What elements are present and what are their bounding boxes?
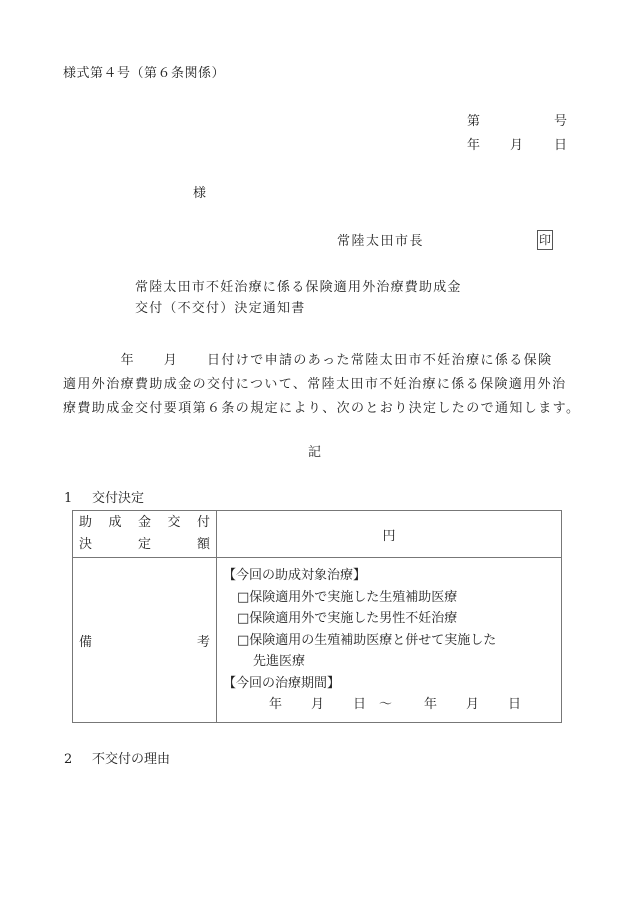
treatment-option-male-infertility[interactable]: □保険適用外で実施した男性不妊治療 [237, 611, 458, 627]
treatment-option-advanced-medical[interactable]: □保険適用の生殖補助医療と併せて実施した [237, 632, 497, 648]
section1-number: 1 [64, 491, 73, 506]
issue-day: 日 [554, 138, 568, 153]
period-end-month: 月 [466, 697, 480, 713]
section2-heading [64, 753, 170, 766]
issue-month: 月 [510, 138, 524, 153]
sender-name: 常陸太田市長 [337, 234, 425, 249]
seal-stamp: 印 [537, 230, 553, 250]
amount-label [73, 511, 217, 558]
treatment-option-art-uninsured[interactable]: □保険適用外で実施した生殖補助医療 [237, 589, 458, 605]
note-content [217, 558, 562, 723]
note-row [73, 558, 562, 723]
label-char: 定 [137, 537, 151, 552]
number-suffix: 号 [554, 114, 568, 129]
amount-value-cell [217, 511, 562, 558]
period-start-year: 年 [269, 697, 283, 713]
period-heading: 【今回の治療期間】 [223, 675, 341, 691]
amount-row [73, 511, 562, 558]
label-char: 備 [79, 634, 93, 650]
section1-title: 交付決定 [92, 491, 145, 506]
section2-title: 不交付の理由 [92, 752, 171, 767]
notice-body-line1: 年 月 日付けで申請のあった常陸太田市不妊治療に係る保険 [63, 353, 553, 368]
period-tilde: ～ [379, 697, 393, 713]
addressee-honorific: 様 [193, 186, 207, 201]
yen-unit: 円 [382, 528, 396, 544]
treatment-option-advanced-medical-cont: 先進医療 [253, 654, 306, 670]
issue-year: 年 [467, 138, 481, 153]
label-char: 成 [108, 515, 122, 530]
treatment-heading: 【今回の助成対象治療】 [223, 568, 367, 584]
grant-decision-table [72, 510, 562, 723]
label-char: 助 [79, 515, 93, 530]
document-title-line2: 交付（不交付）決定通知書 [135, 301, 306, 316]
form-number: 様式第４号（第６条関係） [63, 66, 226, 81]
label-char: 額 [196, 537, 210, 552]
label-char: 交 [167, 515, 181, 530]
number-prefix: 第 [467, 114, 481, 129]
period-start-month: 月 [311, 697, 325, 713]
treatment-period [223, 694, 561, 716]
label-char: 金 [137, 515, 151, 530]
period-end-year: 年 [424, 697, 438, 713]
note-label [73, 558, 217, 723]
notice-body [63, 349, 581, 421]
notice-body-line2: 適用外治療費助成金の交付について、常陸太田市不妊治療に係る保険適用外治 [63, 377, 567, 392]
period-end-day: 日 [508, 697, 522, 713]
section1-heading [64, 492, 144, 505]
ki-heading: 記 [308, 445, 322, 460]
label-char: 決 [79, 537, 93, 552]
notice-body-line3: 療費助成金交付要項第６条の規定により、次のとおり決定したので通知します。 [63, 401, 581, 416]
period-start-day: 日 [353, 697, 367, 713]
document-title-line1: 常陸太田市不妊治療に係る保険適用外治療費助成金 [135, 280, 462, 295]
label-char: 考 [196, 634, 210, 650]
section2-number: 2 [64, 752, 73, 767]
label-char: 付 [196, 515, 210, 530]
